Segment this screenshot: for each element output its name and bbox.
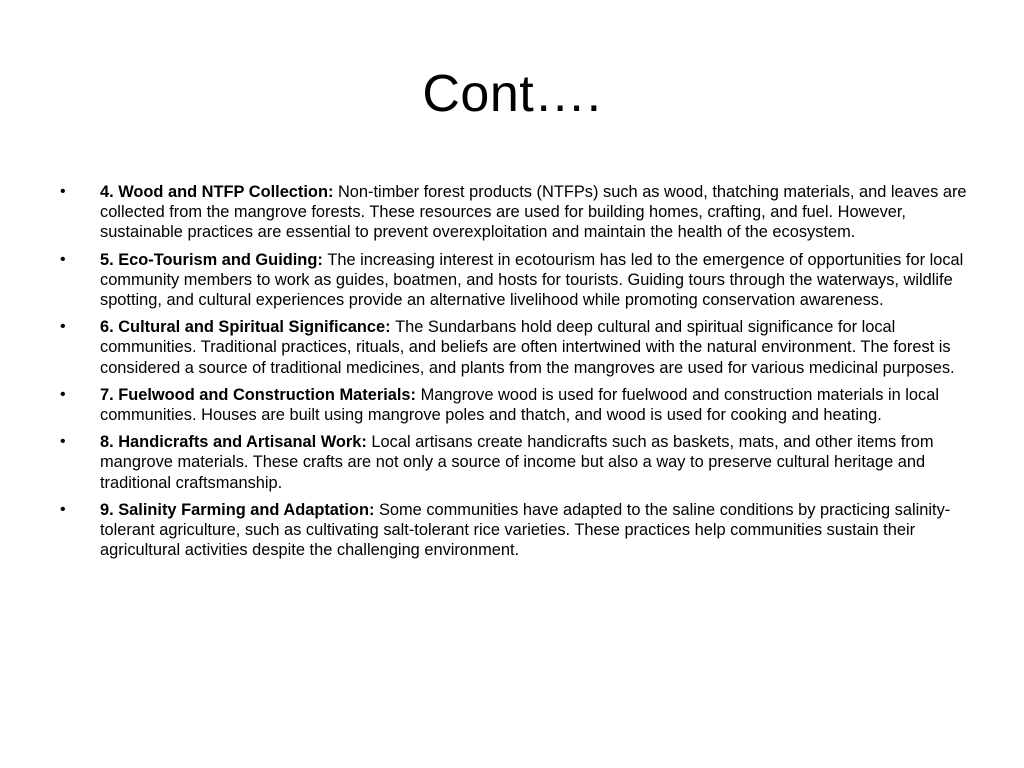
bullet-icon: • <box>60 433 66 451</box>
bullet-heading: 8. Handicrafts and Artisanal Work: <box>100 433 372 452</box>
bullet-heading: 4. Wood and NTFP Collection: <box>100 183 338 201</box>
bullet-heading: 5. Eco-Tourism and Guiding: <box>100 250 328 269</box>
bullet-heading: 7. Fuelwood and Construction Materials: <box>100 385 421 404</box>
bullet-item-wood-ntfp <box>60 182 970 243</box>
bullet-heading: 6. Cultural and Spiritual Significance: <box>100 318 396 337</box>
bullet-text: The Sundarbans hold deep cultural and spiritual significance for local communities. Traditional practices, rituals, and beliefs are often intertwined with the natural environment. The forest is considered a source of traditional medicines, and plants from the mangroves are used for various medicinal purposes. <box>100 318 955 377</box>
bullet-heading: 9. Salinity Farming and Adaptation: <box>100 500 379 519</box>
bullet-list <box>60 182 970 567</box>
bullet-item-fuelwood-construction <box>60 385 970 425</box>
bullet-icon: • <box>60 183 66 200</box>
bullet-item-salinity-farming <box>60 500 970 561</box>
bullet-item-eco-tourism <box>60 250 970 311</box>
bullet-icon: • <box>60 500 66 518</box>
bullet-item-cultural-spiritual <box>60 317 970 378</box>
bullet-text: Some communities have adapted to the saline conditions by practicing salinity-tolerant agriculture, such as cultivating salt-tolerant rice varieties. These practices help communities sustain their agricultural activities despite the challenging environment. <box>100 500 951 560</box>
bullet-icon: • <box>60 385 66 403</box>
slide-title: Cont…. <box>422 65 602 123</box>
bullet-text: Mangrove wood is used for fuelwood and construction materials in local communities. Houses are built using mangrove poles and thatch, and wood is used for cooking and heating. <box>100 385 939 425</box>
bullet-text: Local artisans create handicrafts such as baskets, mats, and other items from mangrove materials. These crafts are not only a source of income but also a way to preserve cultural heritage and traditional craftsmanship. <box>100 433 934 492</box>
bullet-text: The increasing interest in ecotourism has led to the emergence of opportunities for local community members to work as guides, boatmen, and hosts for tourists. Guiding tours through the waterways, wildlife spotting, and cultural experiences provide an alternative livelihood while promoting conservation awareness. <box>100 250 964 310</box>
bullet-item-handicrafts <box>60 432 970 493</box>
bullet-icon: • <box>60 250 66 268</box>
bullet-text: Non-timber forest products (NTFPs) such as wood, thatching materials, and leaves are collected from the mangrove forests. These resources are used for building homes, crafting, and fuel. However, sustainable practices are essential to prevent overexploitation and maintain the health of the ecosystem. <box>100 183 967 242</box>
bullet-icon: • <box>60 318 66 336</box>
